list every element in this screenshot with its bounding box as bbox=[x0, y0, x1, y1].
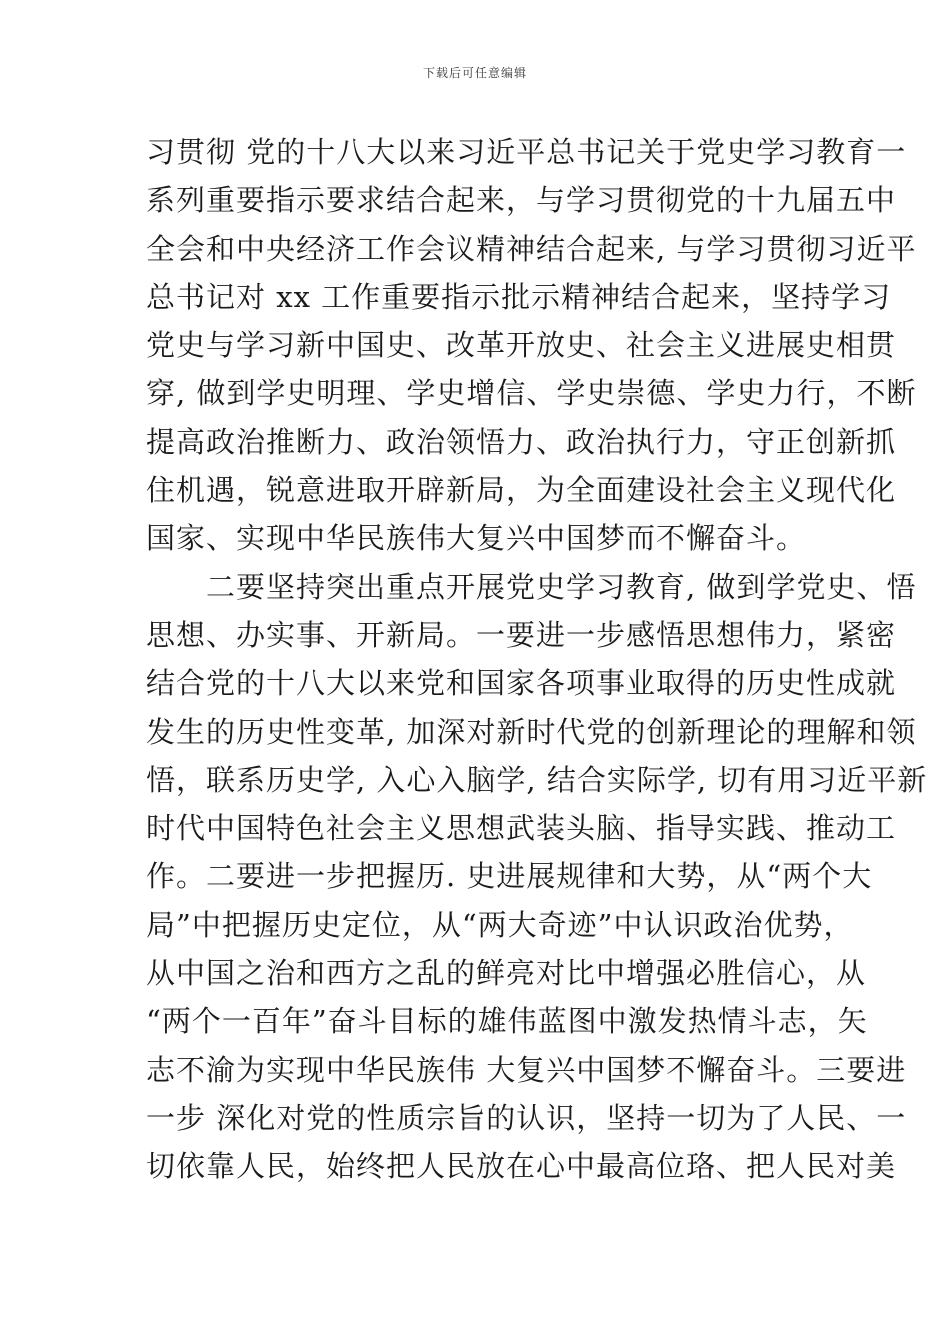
text-line: 系列重要指示要求结合起来，与学习贯彻党的十九届五中 bbox=[146, 183, 897, 218]
text-line: 切依靠人民，始终把人民放在心中最高位珞、把人民对美 bbox=[146, 1149, 897, 1184]
text-line: 国家、实现中华民族伟大复兴中国梦而不懈奋斗。 bbox=[146, 521, 807, 556]
text-line: 发生的历史性变革, 加深对新时代党的创新理论的理解和领 bbox=[146, 714, 917, 749]
header-note: 下载后可任意编辑 bbox=[422, 66, 527, 80]
text-line: 全会和中央经济工作会议精神结合起来, 与学习贯彻习近平 bbox=[146, 231, 917, 266]
text-line: 时代中国特色社会主义思想武装头脑、指导实践、推动工 bbox=[146, 811, 897, 846]
text-line: 从中国之治和西方之乱的鲜亮对比中增强必胜信心，从 bbox=[146, 956, 867, 991]
text-line: 悟，联系历史学, 入心入脑学, 结合实际学, 切有用习近平新 bbox=[146, 762, 928, 797]
text-line: 一步 深化对党的性质宗旨的认识，坚持一切为了人民、一 bbox=[146, 1100, 907, 1135]
text-line: 局”中把握历史定位，从“两大奇迹”中认识政治优势， bbox=[146, 907, 854, 942]
text-line: 穿, 做到学史明理、学史增信、学史崇德、学史力行，不断 bbox=[146, 376, 917, 411]
text-line: 总书记对 xx 工作重要指示批示精神结合起来，坚持学习 bbox=[146, 279, 892, 314]
text-line: 提高政治推断力、政治领悟力、政治执行力，守正创新抓 bbox=[146, 424, 897, 459]
text-line: 思想、办实事、开新局。一要进一步感悟思想伟力，紧密 bbox=[146, 617, 897, 652]
text-line: 志不渝为实现中华民族伟 大复兴中国梦不懈奋斗。三要进 bbox=[146, 1052, 907, 1087]
text-line: 习贯彻 党的十八大以来习近平总书记关于党史学习教育一 bbox=[146, 135, 907, 169]
text-line: “两个一百年”奋斗目标的雄伟蓝图中激发热情斗志，矢 bbox=[146, 1004, 868, 1039]
body-text bbox=[146, 128, 928, 1191]
text-line: 党史与学习新中国史、改革开放史、社会主义进展史相贯 bbox=[146, 328, 897, 363]
text-line: 二要坚持突出重点开展党史学习教育, 做到学党史、悟 bbox=[146, 569, 917, 604]
text-line: 住机遇，锐意进取开辟新局，为全面建设社会主义现代化 bbox=[146, 473, 897, 508]
text-line: 结合党的十八大以来党和国家各项事业取得的历史性成就 bbox=[146, 666, 897, 701]
text-line: 作。二要进一步把握历. 史进展规律和大势，从“两个大 bbox=[146, 859, 873, 894]
